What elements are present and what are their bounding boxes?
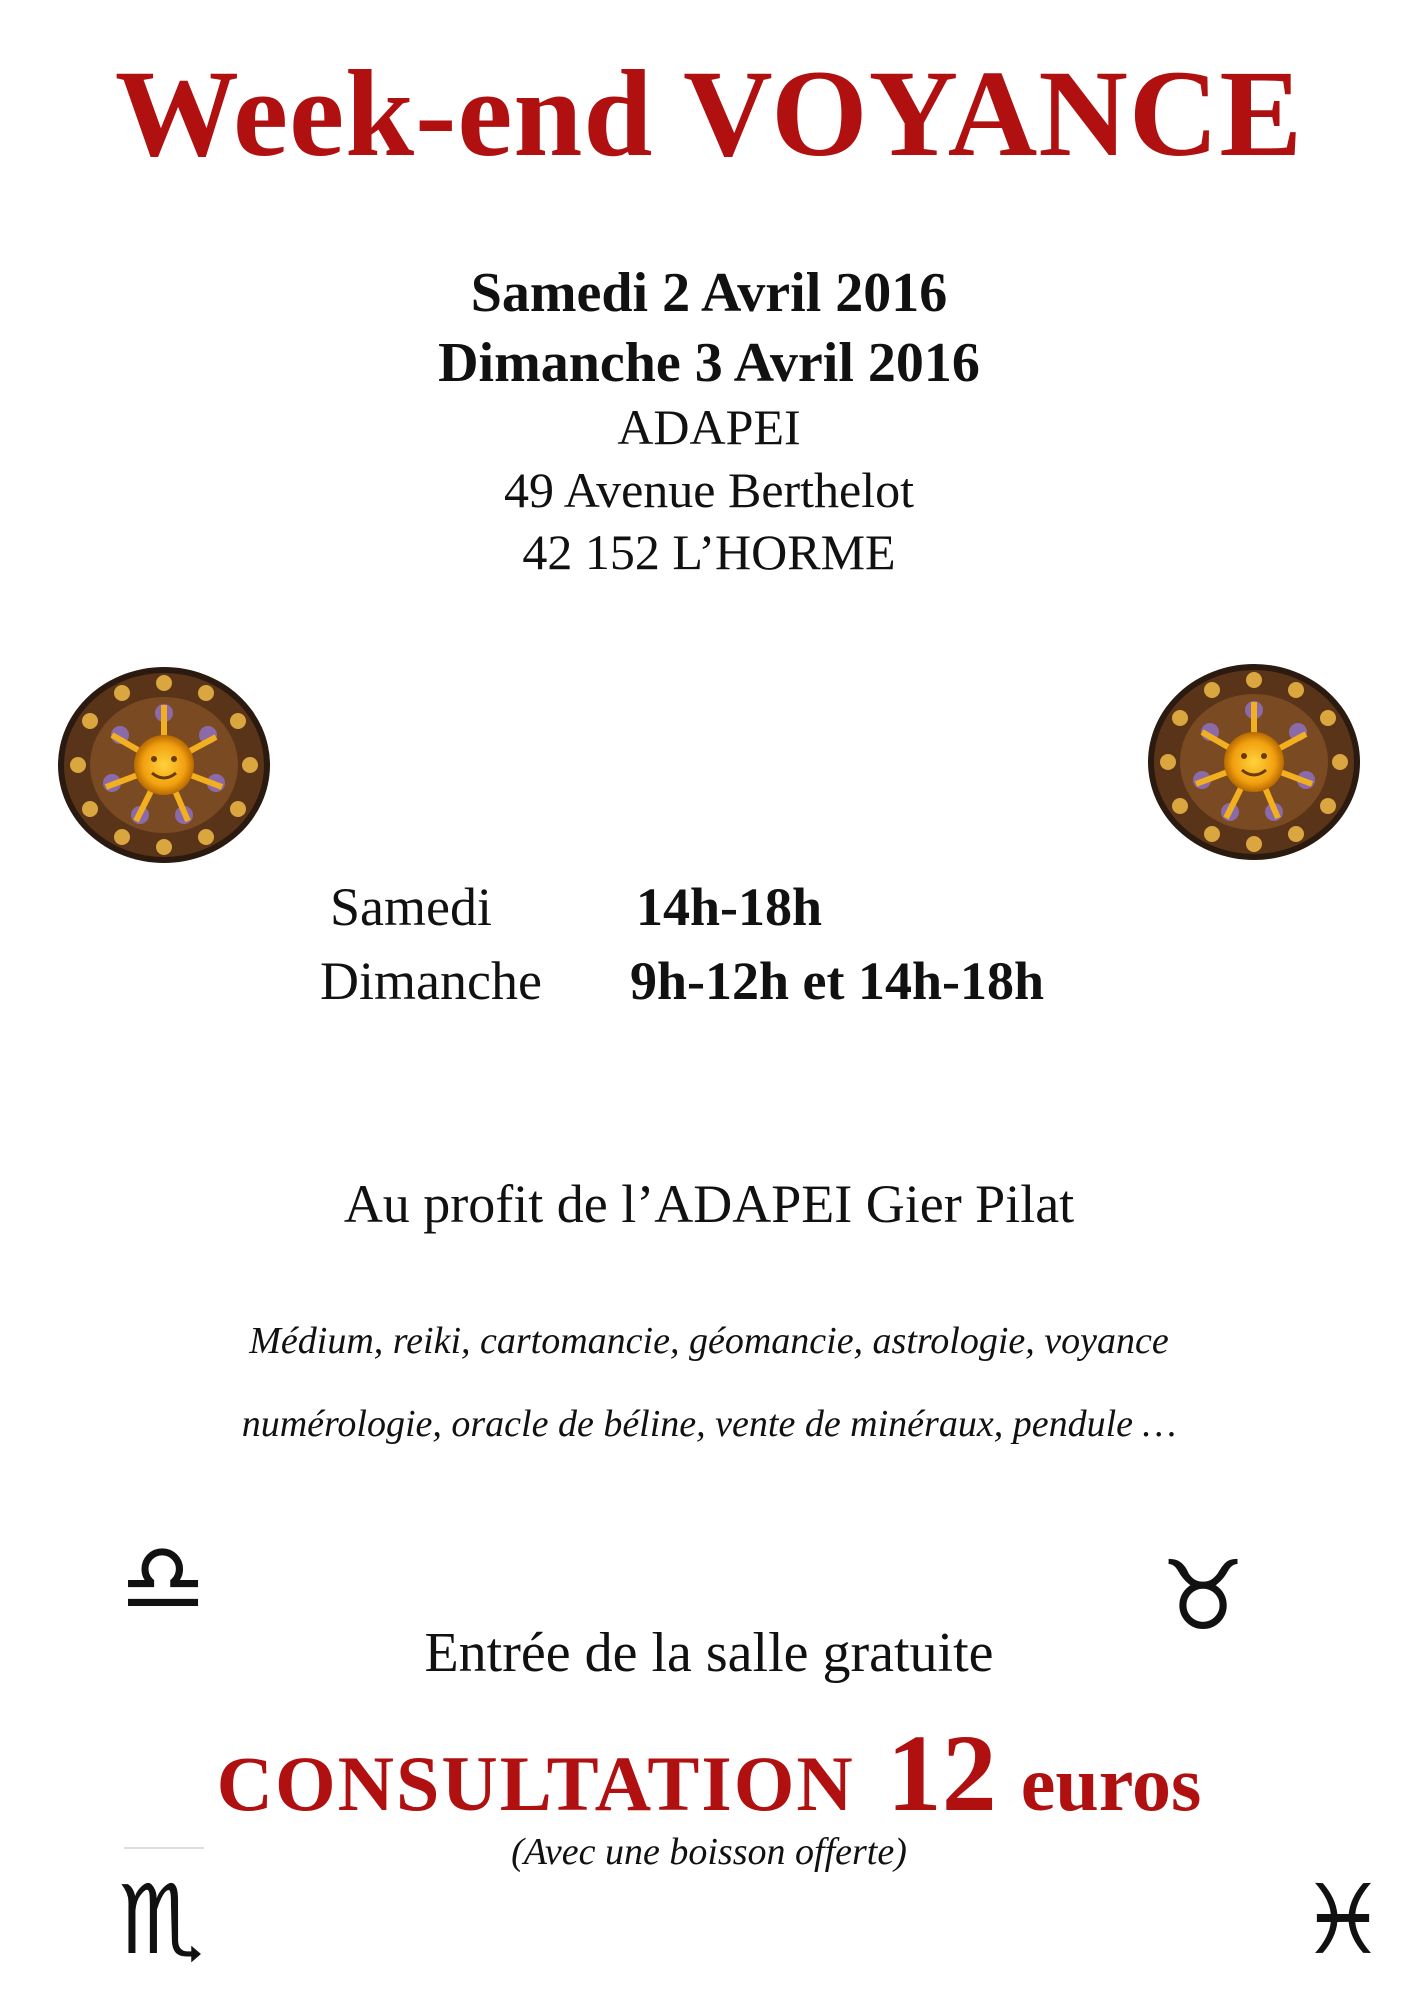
venue-name: ADAPEI xyxy=(617,399,801,455)
pisces-icon: ♓ xyxy=(1300,1864,1387,1976)
hours-time-sunday: 9h-12h et 14h-18h xyxy=(630,951,1045,1011)
date-sunday: Dimanche 3 Avril 2016 xyxy=(438,332,980,394)
entry-free-text: Entrée de la salle gratuite xyxy=(424,1622,994,1684)
consultation-price: 12 xyxy=(886,1712,997,1834)
consultation-label: CONSULTATION xyxy=(216,1740,855,1827)
activities-line-2: numérologie, oracle de béline, vente de minéraux, pendule … xyxy=(241,1403,1177,1445)
hours-day-saturday: Samedi xyxy=(330,877,492,937)
zodiac-sun-medallion-icon xyxy=(56,665,272,865)
benefit-text: Au profit de l’ADAPEI Gier Pilat xyxy=(343,1174,1075,1234)
zodiac-sun-medallion-icon xyxy=(1146,662,1362,862)
hours-time-saturday: 14h-18h xyxy=(636,877,823,937)
consultation-currency: euros xyxy=(1020,1740,1202,1827)
libra-icon: ♎ xyxy=(120,1522,207,1634)
date-saturday: Samedi 2 Avril 2016 xyxy=(470,262,948,324)
poster-title: Week-end VOYANCE xyxy=(114,45,1304,182)
consultation-price-line xyxy=(0,1712,1418,1834)
drink-note: (Avec une boisson offerte) xyxy=(511,1831,907,1873)
hours-day-sunday: Dimanche xyxy=(320,951,542,1011)
scorpio-icon: ♏ xyxy=(118,1864,205,1976)
taurus-icon: ♉ xyxy=(1160,1540,1247,1652)
activities-line-1: Médium, reiki, cartomancie, géomancie, astrologie, voyance xyxy=(249,1320,1169,1362)
venue-city: 42 152 L’HORME xyxy=(522,524,896,580)
venue-street: 49 Avenue Berthelot xyxy=(503,462,915,518)
